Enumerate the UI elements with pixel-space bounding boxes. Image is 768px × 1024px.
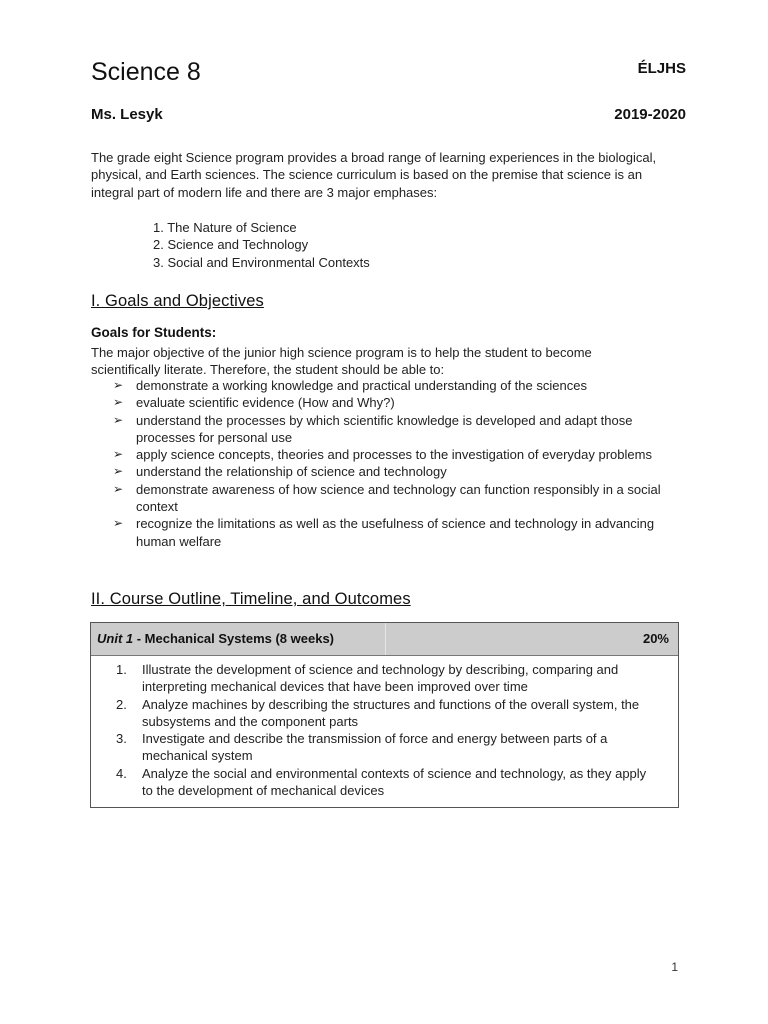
list-item [91,377,681,394]
arrow-bullet-icon: ➢ [113,378,124,392]
unit-label: Unit 1 [97,631,134,646]
outcome-number: 1. [116,662,127,677]
goal-text: apply science concepts, theories and processes to the investigation of everyday problems [136,447,652,463]
goal-text: evaluate scientific evidence (How and Why?) [136,395,395,411]
goals-list [91,377,681,550]
outcome-text: Analyze the social and environmental contexts of science and technology, as they apply to the development of mechanical devices [142,765,647,799]
outcome-number: 4. [116,765,127,781]
teacher-name: Ms. Lesyk [91,106,163,123]
arrow-bullet-icon: ➢ [113,464,124,479]
list-item [97,765,660,800]
goals-subheading: Goals for Students: [91,325,217,340]
outline-heading: II. Course Outline, Timeline, and Outcomes [91,590,411,608]
unit-header-row [91,623,678,656]
outcomes-list [97,661,660,799]
emphasis-item: 2. Science and Technology [153,237,309,253]
goals-heading: I. Goals and Objectives [91,292,264,310]
outcome-number: 3. [116,731,127,747]
unit-weight: 20% [642,631,669,646]
list-item [91,463,681,480]
list-item [97,661,660,696]
outcome-number: 2. [116,696,127,712]
header-cell-divider [385,623,386,655]
outcome-text: Analyze machines by describing the structures and functions of the overall system, the subsystems and the component parts [142,696,640,729]
emphases-list [91,219,713,271]
arrow-bullet-icon: ➢ [113,481,124,496]
goal-text: understand the relationship of science and technology [136,464,447,480]
list-item [97,730,660,765]
list-item [91,394,681,411]
page-number: 1 [671,960,678,974]
outcome-text: Investigate and describe the transmission of force and energy between parts of a mechanical system [142,731,608,764]
arrow-bullet-icon: ➢ [113,395,124,410]
list-item [97,696,660,731]
goal-text: demonstrate awareness of how science and technology can function responsibly in a social context [136,481,661,515]
emphasis-item: 3. Social and Environmental Contexts [153,254,370,270]
outcome-text: Illustrate the development of science and technology by describing, comparing and interpreting mechanical devices that have been improved over time [142,662,619,695]
objective-paragraph: The major objective of the junior high science program is to help the student to become scientifically literate. Therefore, the student should be able to: [91,345,592,378]
goal-text: demonstrate a working knowledge and practical understanding of the sciences [136,378,587,393]
unit-table [90,622,679,808]
emphasis-item: 1. The Nature of Science [153,220,297,235]
unit-title [97,631,334,646]
unit-outcomes [91,656,678,807]
list-item [91,515,681,550]
unit-name: - Mechanical Systems (8 weeks) [133,631,334,646]
list-item [91,412,681,447]
arrow-bullet-icon: ➢ [113,516,124,531]
school-name: ÉLJHS [637,60,686,77]
list-item [91,481,681,516]
school-year: 2019-2020 [614,106,686,123]
arrow-bullet-icon: ➢ [113,447,124,462]
list-item [91,446,681,463]
arrow-bullet-icon: ➢ [113,412,124,427]
goal-text: recognize the limitations as well as the usefulness of science and technology in advancing human welfare [136,516,655,549]
goal-text: understand the processes by which scientific knowledge is developed and adapt those processes for personal use [136,412,633,445]
document-title: Science 8 [91,58,201,86]
intro-paragraph: The grade eight Science program provides a broad range of learning experiences in the biological, physical, and Earth sciences. The science curriculum is based on the premise that science is an integral part of modern life and there are 3 major emphases: [91,150,657,200]
